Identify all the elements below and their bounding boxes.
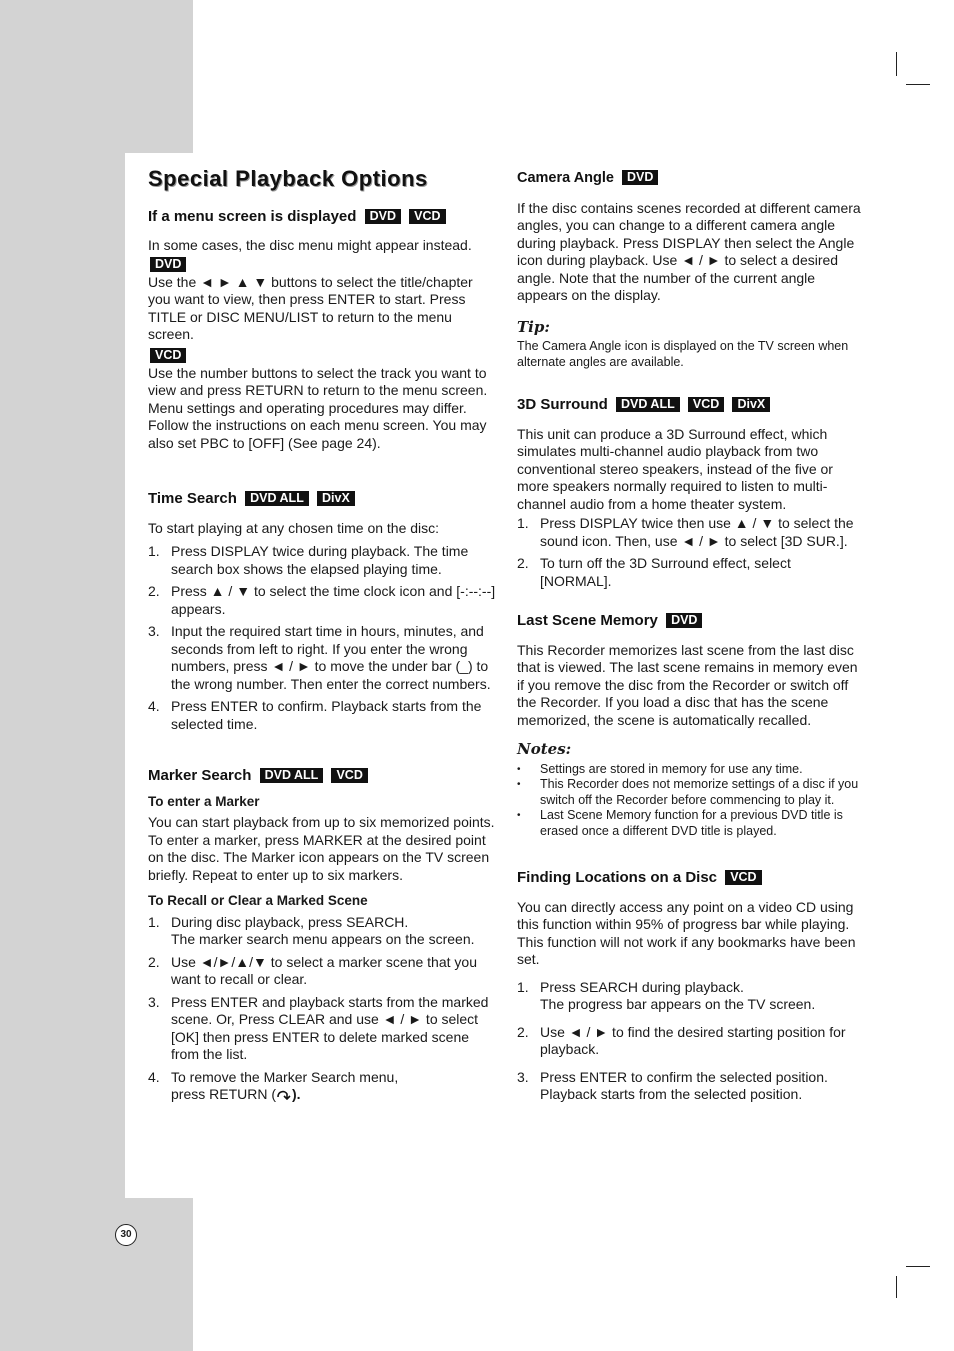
camera-angle-heading [517, 170, 862, 188]
badge-dvd-all: DVD ALL [245, 491, 309, 506]
list-item [148, 914, 496, 949]
menu-screen-dvd-text: Use the ◄ ► ▲ ▼ buttons to select the title/chapter you want to view, then press ENTER to start. Press TITLE or DISC MENU/LIST to return to the menu screen. [148, 273, 473, 342]
step-number: 2. [517, 555, 529, 571]
step-number: 3. [148, 993, 160, 1010]
badge-vcd: VCD [688, 397, 724, 412]
list-item [148, 698, 496, 733]
crop-mark-bottom-horizontal [906, 1266, 930, 1267]
surround-heading [517, 396, 862, 414]
list-item [148, 1069, 496, 1104]
step-text: press RETURN ( [171, 1086, 277, 1102]
step-text: During disc playback, press SEARCH. [171, 913, 409, 930]
badge-dvd-subsection: DVD [150, 257, 186, 272]
finding-heading-text: Finding Locations on a Disc [517, 869, 718, 886]
time-search-heading [148, 490, 496, 508]
list-item [517, 1024, 862, 1059]
list-item: • Settings are stored in memory for use any time. [517, 762, 862, 778]
step-text: Press ▲ / ▼ to select the time clock icon and [-:--:--] appears. [171, 583, 496, 617]
marker-search-heading-text: Marker Search [148, 767, 252, 784]
surround-steps [517, 515, 862, 590]
camera-angle-text: If the disc contains scenes recorded at different camera angles, you can change to a different camera angle during playback. Press DISPLAY then select the Angle icon during playback. Use ◄ / ► to select a desired angle. Note that the number of the current angle appears on the display. [517, 199, 861, 303]
menu-screen-section [148, 208, 496, 453]
marker-search-section [148, 767, 496, 1104]
step-text: Press DISPLAY twice during playback. The time search box shows the elapsed playing time. [171, 543, 469, 577]
step-text: Press ENTER to confirm. Playback starts from the selected time. [171, 698, 482, 732]
list-item [148, 623, 496, 693]
crop-mark-bottom-vertical [896, 1276, 897, 1298]
list-item [517, 979, 862, 1014]
step-text: Input the required start time in hours, minutes, and seconds from left to right. If you enter the wrong numbers, press ◄ / ► to move the under bar (_) to the wrong number. Then enter the correct numbers. [171, 623, 491, 692]
notes-list [517, 762, 862, 840]
step-number: 3. [517, 1068, 529, 1085]
badge-vcd-subsection: VCD [150, 348, 186, 363]
marker-steps [148, 914, 496, 1104]
list-item: • Last Scene Memory function for a previous DVD title is erased once a different DVD title is played. [517, 808, 862, 839]
badge-divx: DivX [317, 491, 355, 506]
finding-section [517, 869, 862, 1104]
last-scene-heading-text: Last Scene Memory [517, 612, 658, 629]
list-item [148, 543, 496, 578]
list-item: • This Recorder does not memorize settings of a disc if you switch off the Recorder before commencing to play it. [517, 777, 862, 808]
step-number: 1. [517, 515, 529, 531]
badge-vcd: VCD [331, 768, 367, 783]
step-number: 4. [148, 698, 160, 714]
step-text: Press DISPLAY twice then use ▲ / ▼ to select the sound icon. Then, use ◄ / ► to select [3D SUR.]. [540, 515, 854, 549]
marker-search-heading [148, 767, 496, 785]
page-title: Special Playback Options [148, 166, 428, 191]
step-number: 4. [148, 1068, 160, 1085]
right-column [517, 170, 862, 1138]
tip-text: The Camera Angle icon is displayed on the TV screen when alternate angles are available. [517, 339, 849, 369]
badge-dvd-all: DVD ALL [260, 768, 324, 783]
finding-heading [517, 869, 862, 887]
step-text: The marker search menu appears on the screen. [171, 931, 475, 947]
step-text: To remove the Marker Search menu, [171, 1068, 399, 1085]
crop-mark-top-vertical [896, 52, 897, 76]
camera-angle-heading-text: Camera Angle [517, 170, 614, 186]
step-number: 2. [517, 1023, 529, 1040]
time-search-intro: To start playing at any chosen time on the disc: [148, 519, 440, 536]
step-text: Press SEARCH during playback. [540, 978, 744, 995]
finding-steps [517, 979, 862, 1104]
enter-marker-text: You can start playback from up to six memorized points. To enter a marker, press MARKER at the desired point on the disc. The Marker icon appears on the TV screen briefly. Repeat to enter up to six markers. [148, 814, 495, 883]
badge-dvd: DVD [622, 170, 658, 185]
badge-dvd: DVD [666, 613, 702, 628]
step-text: Use ◄/►/▲/▼ to select a marker scene that you want to recall or clear. [171, 953, 477, 987]
badge-vcd: VCD [725, 870, 761, 885]
badge-dvd-all: DVD ALL [616, 397, 680, 412]
finding-text: You can directly access any point on a video CD using this function within 95% of progress bar while playing. This function will not work if any bookmarks have been set. [517, 898, 856, 967]
recall-marker-heading: To Recall or Clear a Marked Scene [148, 893, 368, 908]
menu-screen-vcd-text: Use the number buttons to select the track you want to view and press RETURN to return to the menu screen. Menu settings and operating procedures may differ. Follow the instructions on each menu screen. You may also set PBC to [OFF] (See page 24). [148, 364, 488, 451]
return-icon [276, 1088, 292, 1100]
menu-screen-intro: In some cases, the disc menu might appear instead. [148, 237, 472, 253]
step-text: Press ENTER and playback starts from the marked scene. Or, Press CLEAR and use ◄ / ► to select [OK] then press ENTER to delete marked scene from the list. [171, 993, 489, 1062]
list-item [517, 515, 862, 550]
step-number: 1. [517, 978, 529, 995]
step-number: 1. [148, 913, 160, 930]
step-text: Press ENTER to confirm the selected position. [540, 1068, 828, 1085]
step-number: 3. [148, 623, 160, 639]
step-text: The progress bar appears on the TV screen. [540, 996, 816, 1012]
badge-vcd: VCD [409, 209, 445, 224]
step-number: 1. [148, 543, 160, 559]
notes-title: Notes: [517, 740, 572, 758]
enter-marker-heading: To enter a Marker [148, 793, 260, 809]
step-text: Use ◄ / ► to find the desired starting position for playback. [540, 1023, 846, 1057]
menu-screen-heading [148, 208, 496, 226]
badge-dvd: DVD [365, 209, 401, 224]
step-number: 2. [148, 583, 160, 599]
left-column [148, 166, 496, 1138]
step-text: To turn off the 3D Surround effect, select [NORMAL]. [540, 555, 791, 589]
tip-title: Tip: [517, 317, 550, 336]
menu-screen-heading-text: If a menu screen is displayed [148, 207, 357, 225]
time-search-steps [148, 543, 496, 733]
list-item [517, 1069, 862, 1104]
step-text: Playback starts from the selected position. [540, 1086, 803, 1102]
surround-heading-text: 3D Surround [517, 396, 608, 413]
camera-angle-section [517, 170, 862, 370]
page-number: 30 [115, 1224, 137, 1246]
crop-mark-top-horizontal [906, 84, 930, 85]
list-item [148, 583, 496, 618]
surround-text: This unit can produce a 3D Surround effect, which simulates multi-channel audio playback from two conventional stereo speakers, instead of the five or more speakers normally required to listen to multi-channel audio from a home theater system. [517, 425, 833, 512]
last-scene-heading [517, 612, 862, 630]
last-scene-text: This Recorder memorizes last scene from the last disc that is viewed. The last scene remains in memory even if you remove the disc from the Recorder or switch off the Recorder. If you load a disc that has the scene memorized, the scene is automatically recalled. [517, 641, 858, 728]
badge-divx: DivX [732, 397, 770, 412]
list-item [517, 555, 862, 590]
list-item [148, 954, 496, 989]
surround-section [517, 396, 862, 590]
step-number: 2. [148, 953, 160, 970]
list-item [148, 994, 496, 1064]
step-text-end: ). [292, 1086, 301, 1102]
last-scene-section [517, 612, 862, 839]
time-search-section [148, 490, 496, 733]
time-search-heading-text: Time Search [148, 490, 237, 507]
